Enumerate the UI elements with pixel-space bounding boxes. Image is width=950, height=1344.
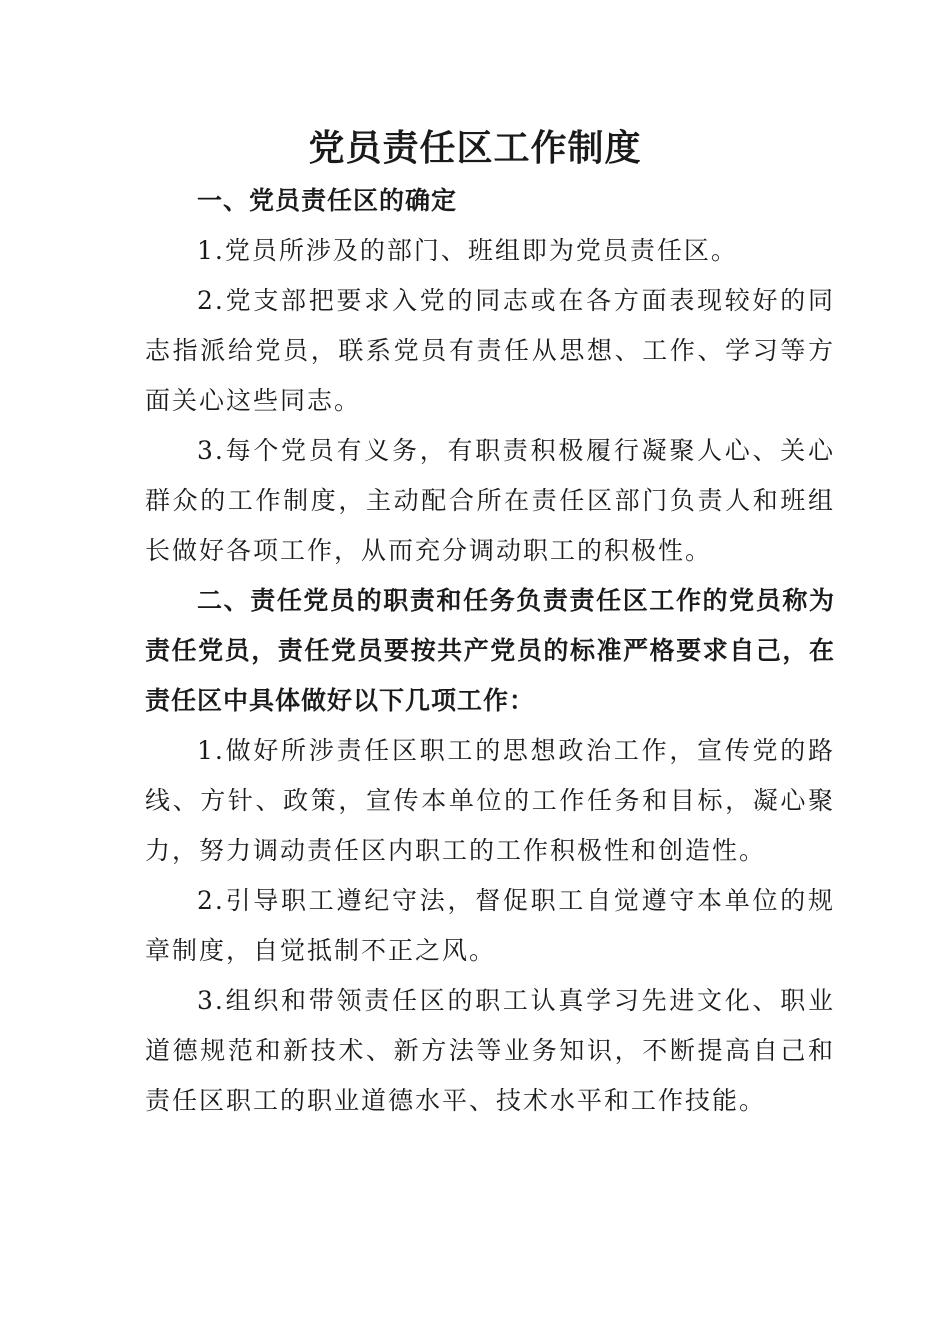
section-2-item-3: 3.组织和带领责任区的职工认真学习先进文化、职业道德规范和新技术、新方法等业务知识，不断提高自己和责任区职工的职业道德水平、技术水平和工作技能。: [145, 986, 835, 1115]
document-body: [145, 176, 835, 1126]
section-1-item-3: 3.每个党员有义务，有职责积极履行凝聚人心、关心群众的工作制度，主动配合所在责任区部门负责人和班组长做好各项工作，从而充分调动职工的积极性。: [145, 436, 835, 565]
document-title: 党员责任区工作制度: [308, 127, 642, 169]
section-1-heading: 一、党员责任区的确定: [197, 186, 458, 215]
section-2-heading: 二、责任党员的职责和任务负责责任区工作的党员称为责任党员，责任党员要按共产党员的标准严格要求自己，在责任区中具体做好以下几项工作：: [145, 586, 835, 715]
section-2-item-2: 2.引导职工遵纪守法，督促职工自觉遵守本单位的规章制度，自觉抵制不正之风。: [145, 886, 835, 965]
section-2-item-1: 1.做好所涉责任区职工的思想政治工作，宣传党的路线、方针、政策，宣传本单位的工作任务和目标，凝心聚力，努力调动责任区内职工的工作积极性和创造性。: [145, 736, 835, 865]
section-1-item-2: 2.党支部把要求入党的同志或在各方面表现较好的同志指派给党员，联系党员有责任从思想、工作、学习等方面关心这些同志。: [145, 286, 835, 415]
section-1-item-1: 1.党员所涉及的部门、班组即为党员责任区。: [197, 236, 738, 265]
